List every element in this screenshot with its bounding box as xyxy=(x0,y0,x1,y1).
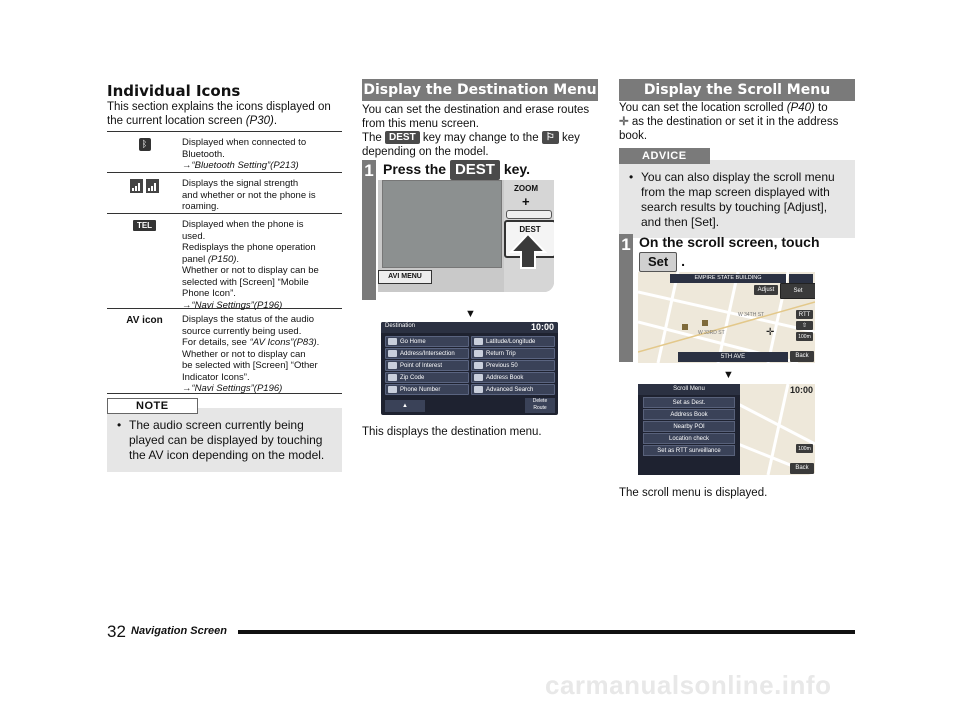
dest-button[interactable]: DEST xyxy=(504,220,554,258)
address-book-button[interactable]: Address Book xyxy=(643,409,735,420)
av-icon: AV icon xyxy=(126,315,163,326)
step-title: On the scroll screen, touch Set . xyxy=(639,233,849,272)
down-arrow-icon: ▼ xyxy=(723,369,734,381)
current-street: 5TH AVE xyxy=(678,352,788,362)
destination-screen: Destination 10:00 Go Home Address/Intersection Point of Interest Zip Code Phone Number Latitude/Longitude Return Trip Previous 50 Address Book Advanced Search ▲ Delete Route xyxy=(381,322,558,415)
dest-key-icon: DEST xyxy=(385,131,420,144)
set-button[interactable]: Set xyxy=(780,283,815,299)
location-check-button[interactable]: Location check xyxy=(643,433,735,444)
footer-section: Navigation Screen xyxy=(131,625,227,637)
note-bullet: • The audio screen currently being played can be displayed by touching the AV icon depending on the model. xyxy=(117,418,325,462)
set-key: Set xyxy=(639,252,677,272)
destination-intro: You can set the destination and erase routes from this menu screen. The DEST key may change to the ⚐ key depending on the model. xyxy=(362,104,590,158)
scroll-up-button[interactable]: ▲ xyxy=(385,400,425,412)
step-number: 1 xyxy=(362,160,376,300)
advice-tag: ADVICE xyxy=(619,148,710,164)
advice-bullet: • You can also display the scroll menu from the map screen displayed with search results by touching [Adjust], and then [Set]. xyxy=(629,170,835,229)
table-row: Displays the signal strength and whether or not the phone is roaming. xyxy=(107,173,342,214)
icon-table xyxy=(107,131,342,394)
zoom-button[interactable] xyxy=(506,210,552,219)
adjust-button[interactable]: Adjust xyxy=(754,285,778,295)
flag-key-icon: ⚐ xyxy=(542,131,559,144)
scroll-menu-screen: Scroll Menu Set as Dest. Address Book Nearby POI Location check Set as RTT surveillance 10:00 100m Back xyxy=(638,384,815,475)
section-title-individual-icons: Individual Icons xyxy=(107,82,241,100)
dest-key-icon: DEST xyxy=(450,160,500,180)
tel-icon: TEL xyxy=(107,214,182,308)
map-clock xyxy=(789,274,813,283)
footer-rule xyxy=(238,630,855,634)
latitude-longitude-button[interactable]: Latitude/Longitude xyxy=(471,336,555,347)
address-intersection-button[interactable]: Address/Intersection xyxy=(385,348,469,359)
step-number: 1 xyxy=(619,234,633,362)
table-row: TEL Displayed when the phone is used. Redisplays the phone operation panel (P150). Whether or not to display can be selected with [Screen] “Mobile Phone Icon”. →“Navi Settings”(P196) xyxy=(107,214,342,309)
signal-strength-icon xyxy=(107,173,182,213)
go-home-button[interactable]: Go Home xyxy=(385,336,469,347)
step-title: Press the DEST key. xyxy=(383,161,531,178)
advice-block xyxy=(619,146,855,238)
device-illustration: ZOOM + DEST AVI MENU xyxy=(378,180,554,292)
scroll-caption: The scroll menu is displayed. xyxy=(619,487,768,499)
bluetooth-icon: ᛒ xyxy=(107,132,182,172)
scroll-intro: You can set the location scrolled (P40) to ✛ as the destination or set it in the address book. xyxy=(619,102,839,142)
scroll-map-screen: EMPIRE STATE BUILDING Adjust Set RTT ⇧ 100m 5TH AVE Back W 34TH ST W 33RD ST ✛ xyxy=(638,272,815,363)
navi-menu-button[interactable]: AVI MENU xyxy=(378,270,432,284)
down-arrow-icon: ▼ xyxy=(465,308,476,320)
intro-line-1: This section explains the icons displayed on xyxy=(107,101,331,113)
note-tag: NOTE xyxy=(107,398,198,414)
note-block xyxy=(107,396,342,472)
set-as-dest-button[interactable]: Set as Dest. xyxy=(643,397,735,408)
intro-line-2: the current location screen (P30). xyxy=(107,115,278,127)
compass-icon[interactable]: ⇧ xyxy=(796,321,813,330)
poi-icon xyxy=(682,324,688,330)
building-label: EMPIRE STATE BUILDING xyxy=(670,274,786,283)
table-row: ᛒ Displayed when connected to Bluetooth. →“Bluetooth Setting”(P213) xyxy=(107,132,342,173)
previous-50-button[interactable]: Previous 50 xyxy=(471,360,555,371)
phone-number-button[interactable]: Phone Number xyxy=(385,384,469,395)
set-as-rtt-surveillance-button[interactable]: Set as RTT surveillance xyxy=(643,445,735,456)
section-title-destination-menu: Display the Destination Menu xyxy=(362,79,598,101)
nearby-poi-button[interactable]: Nearby POI xyxy=(643,421,735,432)
crosshair-icon: ✛ xyxy=(766,327,775,338)
destination-caption: This displays the destination menu. xyxy=(362,426,542,438)
crosshair-icon: ✛ xyxy=(619,116,629,128)
page-number: 32 xyxy=(107,622,126,641)
point-of-interest-button[interactable]: Point of Interest xyxy=(385,360,469,371)
back-button[interactable]: Back xyxy=(790,351,814,362)
watermark: carmanualsonline.info xyxy=(545,670,832,700)
scale-indicator: 100m xyxy=(796,332,813,341)
up-arrow-icon xyxy=(509,232,547,270)
section-title-scroll-menu: Display the Scroll Menu xyxy=(619,79,855,101)
scale-indicator: 100m xyxy=(796,444,813,453)
poi-icon xyxy=(702,320,708,326)
zip-code-button[interactable]: Zip Code xyxy=(385,372,469,383)
address-book-button[interactable]: Address Book xyxy=(471,372,555,383)
delete-route-button[interactable]: Delete Route xyxy=(525,398,555,413)
back-button[interactable]: Back xyxy=(790,463,814,474)
clock: 10:00 xyxy=(789,385,813,395)
rtt-button[interactable]: RTT xyxy=(796,310,813,319)
table-row: AV icon Displays the status of the audio source currently being used. For details, see “AV Icons”(P83). Whether or not to display can be selected with [Screen] “Other Indicator Icons”. →“Navi Settings”(P196) xyxy=(107,309,342,394)
return-trip-button[interactable]: Return Trip xyxy=(471,348,555,359)
advanced-search-button[interactable]: Advanced Search xyxy=(471,384,555,395)
intro-text xyxy=(107,100,347,128)
